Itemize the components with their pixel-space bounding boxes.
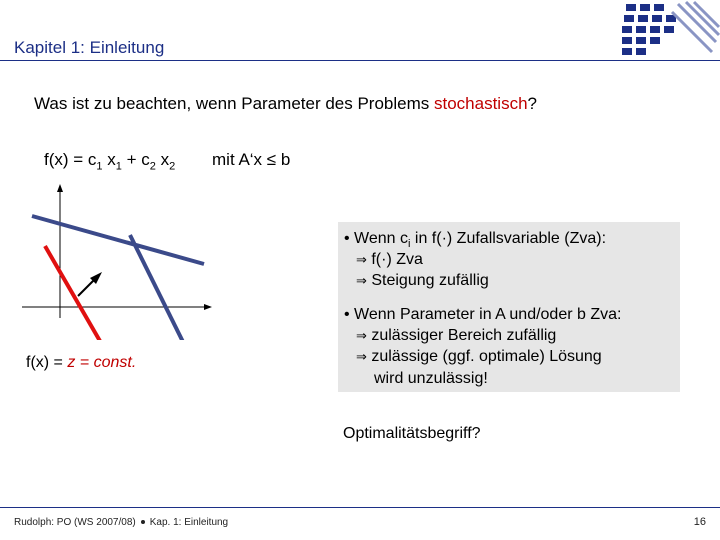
implies-icon: ⇒ <box>356 329 367 344</box>
footer-text <box>14 517 228 528</box>
question-prefix: Was ist zu beachten, wenn Parameter des Problems <box>34 94 434 113</box>
constraint-text: mit A‘x ≤ b <box>212 150 291 169</box>
text: • Wenn c <box>344 230 408 247</box>
implies-icon: ⇒ <box>356 350 367 365</box>
title-divider <box>0 60 720 61</box>
objective-label-plain: f(x) = <box>26 354 68 371</box>
bullet-dot-icon <box>141 520 145 524</box>
question-text <box>34 94 537 114</box>
objective-label <box>26 354 136 372</box>
constraint-line-1 <box>32 216 204 264</box>
university-logo <box>620 0 720 62</box>
formula-part: x <box>155 150 170 169</box>
bullet-2-line-4: wird unzulässig! <box>374 370 488 387</box>
bullet-1-line-2 <box>356 251 423 269</box>
footer-divider <box>0 507 720 508</box>
objective-label-red: z = const. <box>67 354 137 371</box>
bullet-1-line-3 <box>356 272 489 290</box>
formula-part: + c <box>121 150 150 169</box>
text: zulässiger Bereich zufällig <box>366 327 557 344</box>
text-sub: i <box>408 238 411 251</box>
bullet-2-line-1: • Wenn Parameter in A und/oder b Zva: <box>344 306 622 323</box>
footer-chapter: Kap. 1: Einleitung <box>149 517 229 528</box>
page-number: 16 <box>693 516 706 528</box>
y-axis-arrow <box>57 184 63 192</box>
formula-sub: 2 <box>149 160 156 173</box>
formula-sub: 2 <box>169 160 176 173</box>
implies-icon: ⇒ <box>356 274 367 289</box>
optimality-question: Optimalitätsbegriff? <box>343 425 481 442</box>
x-axis-arrow <box>204 304 212 310</box>
question-highlight: stochastisch <box>434 94 528 113</box>
formula-sub: 1 <box>96 160 103 173</box>
text: zulässige (ggf. optimale) Lösung <box>366 348 602 365</box>
bullet-2-line-3 <box>356 348 602 366</box>
objective-line <box>45 246 104 340</box>
footer-course: Rudolph: PO (WS 2007/08) <box>14 517 136 528</box>
implies-icon: ⇒ <box>356 253 367 268</box>
question-suffix: ? <box>527 94 538 113</box>
text: Steigung zufällig <box>366 272 489 289</box>
text: f(·) Zva <box>366 251 423 268</box>
info-box <box>338 222 680 392</box>
bullet-2-line-2 <box>356 327 556 345</box>
text: in f(·) Zufallsvariable (Zva): <box>410 230 607 247</box>
lp-diagram <box>0 180 330 340</box>
formula-part: x <box>102 150 116 169</box>
formula-part: f(x) = c <box>44 150 97 169</box>
objective-function <box>44 150 175 172</box>
formula-sub: 1 <box>115 160 122 173</box>
page-title: Kapitel 1: Einleitung <box>14 38 165 57</box>
bullet-1-line-1 <box>344 230 606 250</box>
